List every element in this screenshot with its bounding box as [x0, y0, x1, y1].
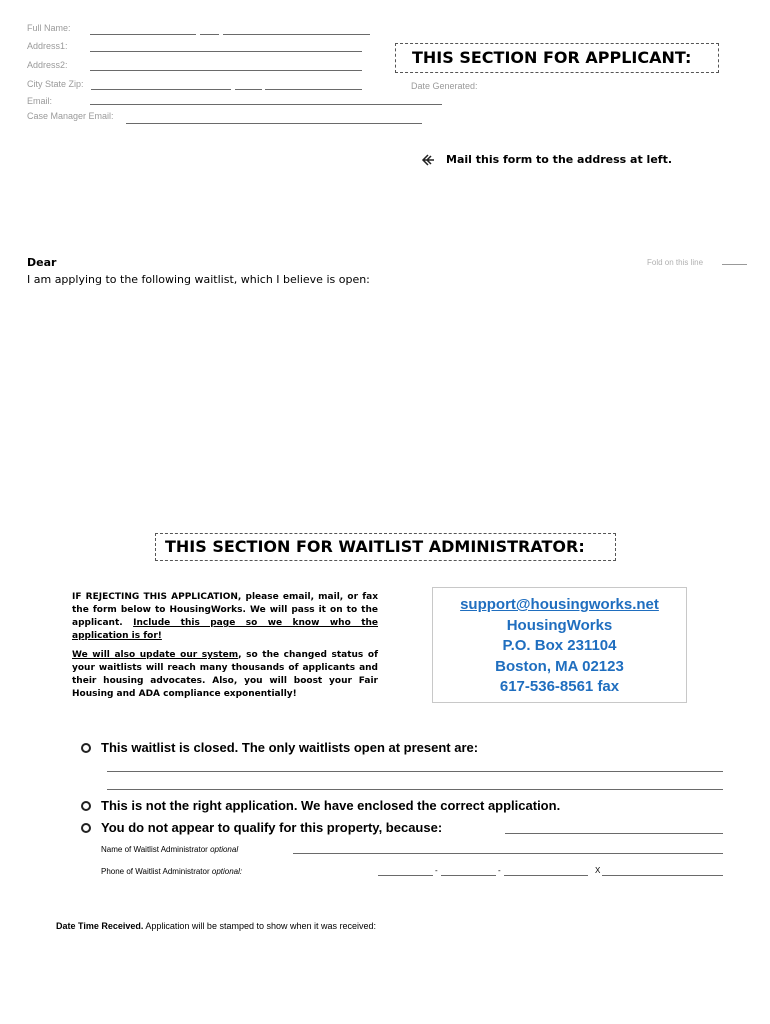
reject-paragraph-2: [72, 649, 378, 701]
applicant-section-title: THIS SECTION FOR APPLICANT:: [395, 43, 719, 73]
address2-label: Address2:: [27, 60, 68, 70]
phone-number-line[interactable]: [504, 875, 588, 876]
dear-text: Dear: [27, 256, 57, 269]
contact-org: HousingWorks: [506, 616, 613, 634]
address1-label: Address1:: [27, 41, 68, 51]
phone-dash-2: -: [498, 866, 501, 875]
not-qualify-option-label: You do not appear to qualify for this property, because:: [101, 820, 443, 835]
mail-note: Mail this form to the address at left.: [446, 153, 673, 166]
admin-section-title: THIS SECTION FOR WAITLIST ADMINISTRATOR:: [155, 533, 616, 561]
fold-note: Fold on this line: [647, 258, 704, 267]
date-received-row: [56, 921, 376, 931]
case-manager-email-line[interactable]: [126, 123, 422, 124]
wrong-app-radio[interactable]: [81, 801, 91, 811]
wrong-app-option-label: This is not the right application. We have enclosed the correct application.: [101, 798, 561, 813]
case-manager-email-label: Case Manager Email:: [27, 111, 114, 121]
fold-line: [722, 264, 747, 265]
city-state-zip-label: City State Zip:: [27, 79, 84, 89]
phone-dash-1: -: [435, 866, 438, 875]
not-qualify-radio[interactable]: [81, 823, 91, 833]
date-received-text: Application will be stamped to show when it was received:: [145, 921, 377, 931]
zip-line[interactable]: [265, 89, 362, 90]
phone-ext-line[interactable]: [602, 875, 723, 876]
address2-line[interactable]: [90, 70, 362, 71]
contact-email-link[interactable]: support@housingworks.net: [460, 596, 659, 613]
contact-po-box: P.O. Box 231104: [502, 637, 617, 654]
contact-fax: 617-536-8561 fax: [499, 678, 620, 695]
full-name-line-last[interactable]: [223, 34, 370, 35]
update-system-underlined: We will also update our system: [72, 650, 239, 660]
state-line[interactable]: [235, 89, 262, 90]
address1-line[interactable]: [90, 51, 362, 52]
email-label: Email:: [27, 96, 53, 106]
closed-radio[interactable]: [81, 743, 91, 753]
open-waitlists-line-1[interactable]: [107, 771, 723, 772]
arrow-left-icon: [421, 154, 435, 166]
open-waitlists-line-2[interactable]: [107, 789, 723, 790]
update-system-text: , so the changed status of your waitlists will reach many thousands of applicants and their housing advocates. Also, you will boost your Fair Housing and ADA compliance exponentially!: [72, 650, 378, 699]
closed-option-label: This waitlist is closed. The only waitlists open at present are:: [101, 740, 479, 755]
full-name-line-first[interactable]: [90, 34, 196, 35]
phone-prefix-line[interactable]: [441, 875, 496, 876]
contact-city: Boston, MA 02123: [495, 657, 624, 675]
reject-text: IF REJECTING THIS APPLICATION, please email, mail, or fax the form below to HousingWorks. We will pass it on to the applicant.: [72, 592, 378, 628]
city-line[interactable]: [91, 89, 231, 90]
date-generated-label: Date Generated:: [411, 81, 478, 91]
date-received-label: Date Time Received.: [56, 921, 144, 931]
letter-intro: I am applying to the following waitlist, which I believe is open:: [27, 273, 370, 286]
admin-phone-label: Phone of Waitlist Administrator optional:: [101, 867, 243, 876]
email-line[interactable]: [90, 104, 442, 105]
phone-area-line[interactable]: [378, 875, 433, 876]
contact-box: [432, 587, 687, 703]
full-name-line-middle[interactable]: [200, 34, 219, 35]
reject-paragraph-1: [72, 591, 378, 643]
admin-name-label: Name of Waitlist Administrator optional: [101, 845, 239, 854]
not-qualify-reason-line[interactable]: [505, 833, 723, 834]
admin-name-line[interactable]: [293, 853, 723, 854]
phone-ext-label: X: [595, 866, 601, 875]
full-name-label: Full Name:: [27, 23, 71, 33]
reject-text-underlined: Include this page so we know who the application is for!: [72, 618, 379, 641]
